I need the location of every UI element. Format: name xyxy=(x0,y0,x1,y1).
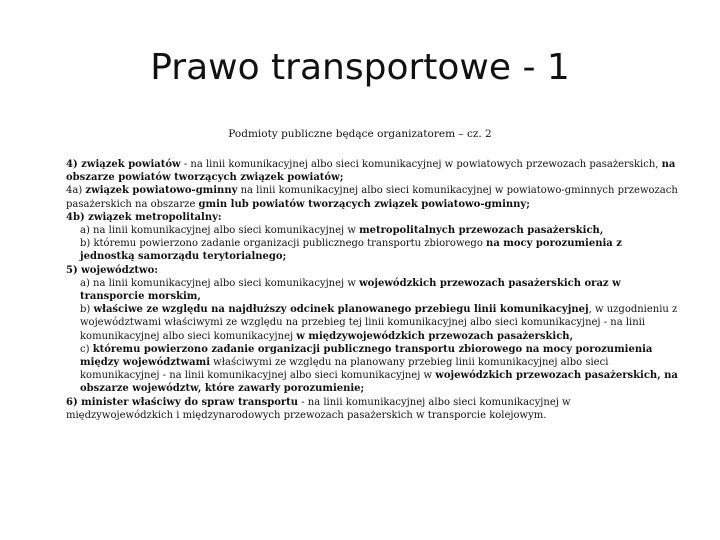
item-4a-bold: związek powiatowo-gminny xyxy=(85,185,238,197)
item-5-a-text: a) na linii komunikacyjnej albo sieci komunikacyjnej w xyxy=(80,277,360,289)
item-4b-b-text: b) któremu powierzono zadanie organizacji publicznego transportu zbiorowego xyxy=(80,238,487,250)
item-5-c-bold-2: wojewódzkich przewozach pasażerskich, na obszarze województw, które zawarły porozumienie; xyxy=(80,370,678,395)
slide-body xyxy=(66,158,678,422)
item-4 xyxy=(66,158,678,184)
item-5-c xyxy=(66,343,678,396)
slide-title: Prawo transportowe - 1 xyxy=(150,47,570,88)
item-5-b xyxy=(66,303,678,343)
item-5-c-text-2: właściwymi ze względu na planowany przebieg linii komunikacyjnej albo sieci komunikacyjnej - na linii komunikacyjnej albo sieci komunikacyjnej w xyxy=(80,357,609,382)
item-4b-a-bold: metropolitalnych przewozach pasażerskich, xyxy=(359,225,604,237)
item-4b-a-text: a) na linii komunikacyjnej albo sieci komunikacyjnej w xyxy=(80,225,360,237)
item-5-c-text-1: c) xyxy=(80,343,93,355)
item-4a-number: 4a) xyxy=(66,185,86,197)
item-6 xyxy=(66,396,678,422)
item-6-text: - na linii komunikacyjnej albo sieci komunikacyjnej w międzywojewódzkich i międzynarodowych przewozach pasażerskich w transporcie kolejowym. xyxy=(66,396,571,421)
item-5-heading: 5) województwo: xyxy=(66,264,158,276)
item-5 xyxy=(66,264,678,277)
item-6-bold: 6) minister właściwy do spraw transportu xyxy=(66,396,299,408)
item-5-a xyxy=(66,277,678,303)
item-5-a-bold: wojewódzkich przewozach pasażerskich oraz w transporcie morskim, xyxy=(80,277,621,303)
item-4b-b xyxy=(66,237,678,263)
item-4b-heading: 4b) związek metropolitalny: xyxy=(66,211,222,223)
item-5-b-bold-1: właściwe ze względu na najdłuższy odcinek planowanego przebiegu linii komunikacyjnej xyxy=(93,304,589,316)
item-5-c-bold-1: któremu powierzono zadanie organizacji publicznego transportu zbiorowego na mocy porozumienia między województwami xyxy=(80,343,653,369)
item-4b-a xyxy=(66,224,678,237)
item-4a xyxy=(66,184,678,210)
item-4-bold: 4) związek powiatów xyxy=(66,159,181,170)
item-5-b-bold-2: w międzywojewódzkich przewozach pasażerskich, xyxy=(296,330,574,342)
item-5-b-text-2: , w uzgodnieniu z województwami właściwymi ze względu na przebieg tej linii komunikacyjnej albo sieci komunikacyjnej - na linii komunikacyjnej albo sieci komunikacyjnej xyxy=(80,304,678,342)
item-5-b-text-1: b) xyxy=(80,304,94,316)
item-4-text: - na linii komunikacyjnej albo sieci komunikacyjnej w powiatowych przewozach pasażerskich, xyxy=(180,159,662,170)
item-4b xyxy=(66,211,678,224)
item-4b-b-bold: na mocy porozumienia z jednostką samorządu terytorialnego; xyxy=(80,238,622,263)
item-4-bold-2: na obszarze powiatów tworzących związek powiatów; xyxy=(66,159,676,184)
item-4a-text: na linii komunikacyjnej albo sieci komunikacyjnej w powiatowo-gminnych przewozach pasażerskich na obszarze xyxy=(66,185,678,210)
slide-subtitle: Podmioty publiczne będące organizatorem – cz. 2 xyxy=(228,128,492,140)
item-4a-bold-2: gmin lub powiatów tworzących związek powiatowo-gminny; xyxy=(198,198,530,210)
